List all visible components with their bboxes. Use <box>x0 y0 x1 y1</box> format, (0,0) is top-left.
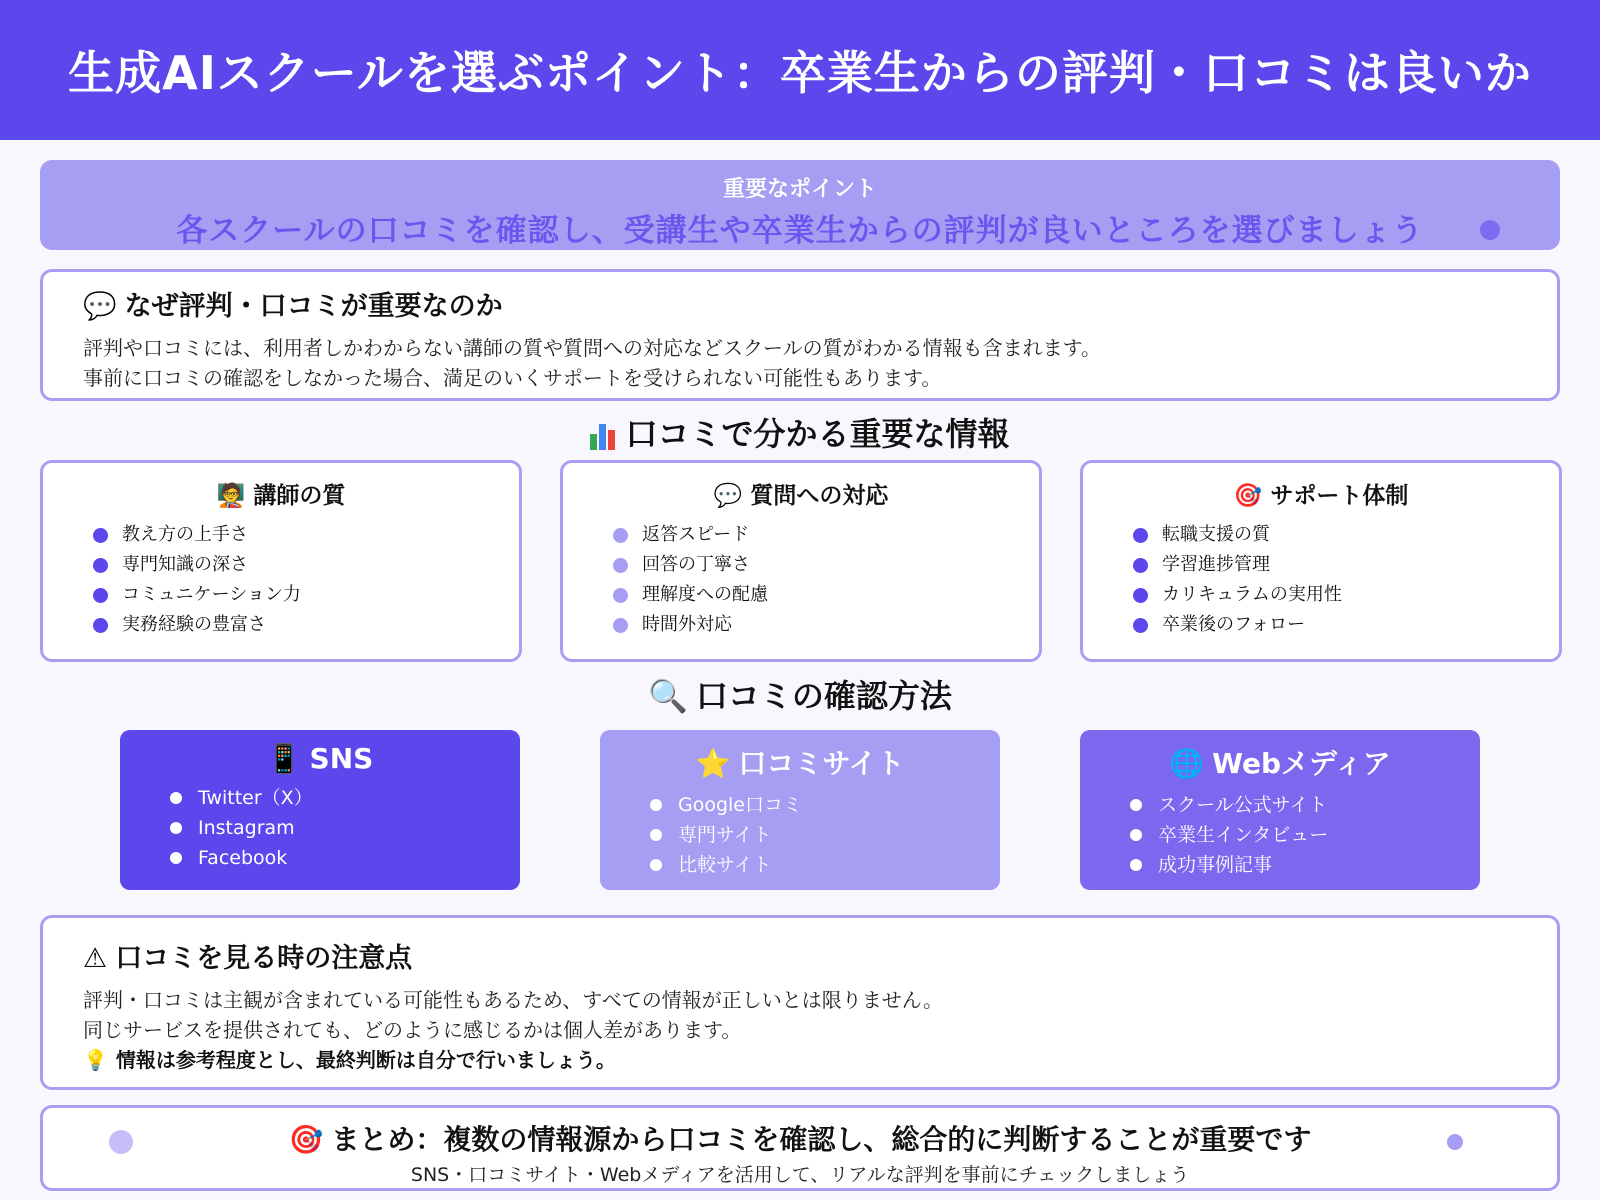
list-item-text: 卒業後のフォロー <box>1162 614 1306 635</box>
target-icon: 🎯 <box>288 1123 324 1156</box>
why-line-1: 評判や口コミには、利用者しかわからない講師の質や質問への対応などスクールの質がわかる情報も含まれます。 <box>83 336 1101 360</box>
list-item-text: カリキュラムの実用性 <box>1162 584 1342 605</box>
info-section-title: 口コミで分かる重要な情報 <box>625 415 1010 453</box>
page-title: 生成AIスクールを選ぶポイント：卒業生からの評判・口コミは良いか <box>68 46 1532 100</box>
bullet-icon <box>170 792 182 804</box>
bullet-icon <box>93 618 108 633</box>
caution-panel <box>40 915 1560 1090</box>
caution-line-1: 評判・口コミは主観が含まれている可能性もあるため、すべての情報が正しいとは限りません。 <box>83 988 943 1012</box>
info-card-title: サポート体制 <box>1270 483 1409 509</box>
list-item <box>1130 850 1430 880</box>
info-card <box>560 460 1042 662</box>
bullet-icon <box>650 859 662 871</box>
list-item-text: 返答スピード <box>642 524 750 545</box>
list-item <box>1130 790 1430 820</box>
bullet-icon <box>170 852 182 864</box>
method-title: Webメディア <box>1212 747 1391 780</box>
list-item-text: 比較サイト <box>678 854 772 876</box>
info-card-list <box>1133 520 1509 640</box>
info-section-heading <box>0 409 1600 455</box>
lightbulb-icon: 💡 <box>83 1048 108 1072</box>
key-point-label: 重要なポイント <box>722 177 877 202</box>
method-title: SNS <box>309 742 374 775</box>
bullet-icon <box>1130 829 1142 841</box>
bullet-icon <box>650 799 662 811</box>
mobile-phone-icon: 📱 <box>266 742 302 775</box>
list-item <box>613 550 989 580</box>
info-card-heading <box>1133 477 1509 510</box>
info-card <box>40 460 522 662</box>
list-item-text: Twitter（X） <box>198 787 313 809</box>
summary-heading <box>43 1118 1557 1158</box>
list-item <box>613 580 989 610</box>
list-item <box>1133 610 1509 640</box>
list-item <box>1130 820 1430 850</box>
bullet-icon <box>1133 558 1148 573</box>
method-list <box>650 790 950 880</box>
list-item-text: 専門知識の深さ <box>122 554 248 575</box>
caution-tip-text: 情報は参考程度とし、最終判断は自分で行いましょう。 <box>115 1048 616 1072</box>
globe-icon: 🌐 <box>1169 747 1205 780</box>
why-reviews-matter-panel <box>40 269 1560 401</box>
bullet-icon <box>1133 528 1148 543</box>
list-item <box>613 610 989 640</box>
bullet-icon <box>613 558 628 573</box>
bullet-icon <box>93 528 108 543</box>
info-card-heading <box>613 477 989 510</box>
list-item <box>650 790 950 820</box>
caution-title: 口コミを見る時の注意点 <box>115 943 413 974</box>
method-card <box>600 730 1000 890</box>
bullet-icon <box>93 558 108 573</box>
bullet-icon <box>1133 618 1148 633</box>
list-item <box>170 813 470 843</box>
why-line-2: 事前に口コミの確認をしなかった場合、満足のいくサポートを受けられない可能性もあります。 <box>83 366 942 390</box>
bullet-icon <box>1133 588 1148 603</box>
method-heading <box>170 742 470 775</box>
key-point-banner <box>40 160 1560 250</box>
why-heading <box>83 284 1517 323</box>
bullet-icon <box>1130 859 1142 871</box>
bullet-icon <box>170 822 182 834</box>
bar-chart-icon <box>590 422 615 450</box>
list-item-text: Instagram <box>198 817 295 839</box>
teacher-icon: 🧑‍🏫 <box>216 483 246 509</box>
method-title: 口コミサイト <box>738 747 905 780</box>
info-card-title: 質問への対応 <box>750 483 889 509</box>
info-card <box>1080 460 1562 662</box>
bullet-icon <box>650 829 662 841</box>
method-heading <box>650 742 950 782</box>
target-icon: 🎯 <box>1233 483 1263 509</box>
key-point-text: 各スクールの口コミを確認し、受講生や卒業生からの評判が良いところを選びましょう <box>176 213 1424 249</box>
list-item-text: 回答の丁寧さ <box>642 554 750 575</box>
bullet-icon <box>613 618 628 633</box>
list-item-text: 実務経験の豊富さ <box>122 614 266 635</box>
summary-subtitle: SNS・口コミサイト・Webメディアを活用して、リアルな評判を事前にチェックしましょう <box>410 1164 1190 1186</box>
list-item-text: 理解度への配慮 <box>642 584 768 605</box>
caution-heading <box>83 936 1517 975</box>
list-item <box>93 610 469 640</box>
list-item <box>1133 580 1509 610</box>
list-item <box>650 850 950 880</box>
decorative-dot <box>109 1130 133 1154</box>
list-item-text: Google口コミ <box>678 794 803 816</box>
list-item <box>170 843 470 873</box>
warning-icon: ⚠ <box>83 943 108 974</box>
info-card-title: 講師の質 <box>253 483 346 509</box>
summary-title: まとめ：複数の情報源から口コミを確認し、総合的に判断することが重要です <box>331 1123 1312 1156</box>
info-card-heading <box>93 477 469 510</box>
list-item-text: 転職支援の質 <box>1162 524 1270 545</box>
caution-line-2: 同じサービスを提供されても、どのように感じるかは個人差があります。 <box>83 1018 742 1042</box>
speech-bubble-icon: 💬 <box>83 291 117 322</box>
list-item-text: 学習進捗管理 <box>1162 554 1270 575</box>
list-item <box>1133 520 1509 550</box>
list-item-text: Facebook <box>198 847 288 869</box>
bullet-icon <box>1130 799 1142 811</box>
summary-panel <box>40 1105 1560 1191</box>
list-item <box>170 783 470 813</box>
methods-section-title: 口コミの確認方法 <box>695 677 952 715</box>
list-item-text: 時間外対応 <box>642 614 732 635</box>
list-item <box>93 520 469 550</box>
list-item-text: 教え方の上手さ <box>122 524 248 545</box>
method-heading <box>1130 742 1430 782</box>
bullet-icon <box>613 588 628 603</box>
list-item <box>613 520 989 550</box>
bullet-icon <box>613 528 628 543</box>
bullet-icon <box>93 588 108 603</box>
list-item-text: スクール公式サイト <box>1158 794 1328 816</box>
method-card <box>1080 730 1480 890</box>
list-item <box>1133 550 1509 580</box>
method-list <box>170 783 470 873</box>
list-item <box>650 820 950 850</box>
page-header <box>0 0 1600 140</box>
decorative-dot <box>1447 1134 1463 1150</box>
decorative-dot <box>1480 220 1500 240</box>
list-item <box>93 550 469 580</box>
why-title: なぜ評判・口コミが重要なのか <box>124 291 503 322</box>
list-item-text: コミュニケーション力 <box>122 584 301 605</box>
methods-section-heading <box>0 671 1600 717</box>
magnifier-icon: 🔍 <box>648 677 688 715</box>
info-card-list <box>93 520 469 640</box>
method-card <box>120 730 520 890</box>
list-item-text: 成功事例記事 <box>1158 854 1273 876</box>
info-card-list <box>613 520 989 640</box>
caution-tip <box>83 1045 1517 1075</box>
speech-bubble-icon: 💬 <box>713 483 743 509</box>
star-icon: ⭐ <box>695 747 731 780</box>
list-item-text: 専門サイト <box>678 824 772 846</box>
list-item-text: 卒業生インタビュー <box>1158 824 1329 846</box>
list-item <box>93 580 469 610</box>
method-list <box>1130 790 1430 880</box>
